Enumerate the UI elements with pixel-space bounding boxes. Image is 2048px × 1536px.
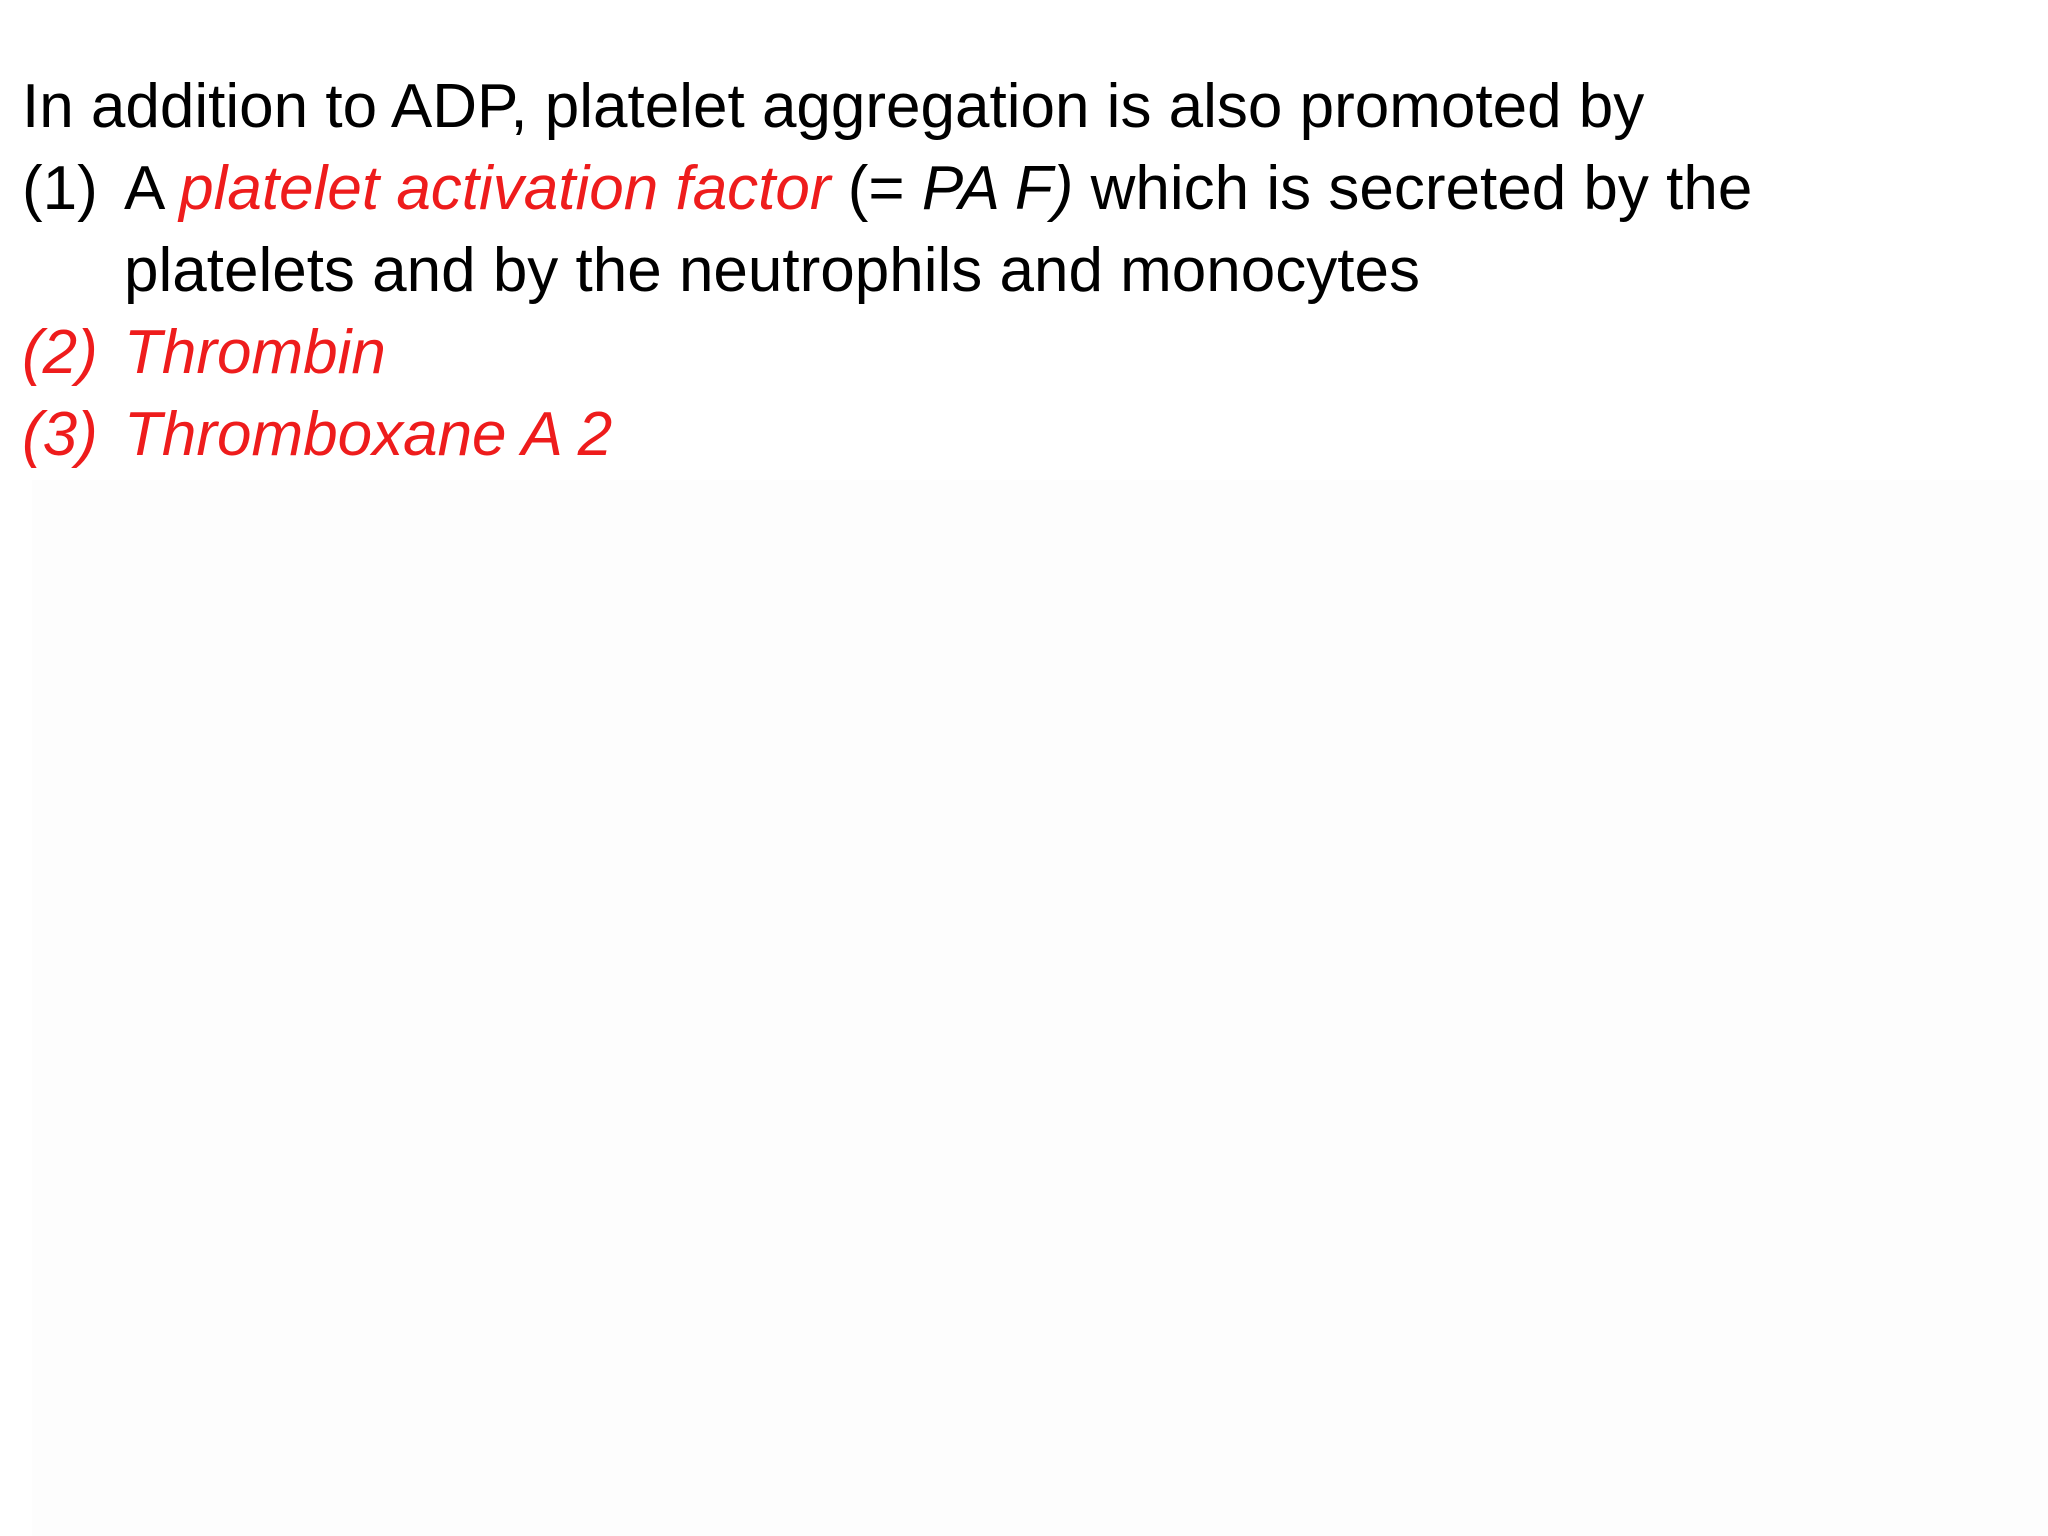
item-2-number: (2) bbox=[22, 318, 98, 387]
item-1-rest: which is secreted by the bbox=[1073, 154, 1753, 223]
item-1-prefix: A bbox=[124, 154, 180, 223]
list-item-1 bbox=[22, 148, 2022, 230]
intro-text: In addition to ADP, platelet aggregation is also promoted by bbox=[22, 72, 1645, 141]
list-item-1-continuation bbox=[22, 230, 2022, 312]
item-1-number: (1) bbox=[22, 154, 98, 223]
item-1-abbr: PA F) bbox=[921, 154, 1074, 223]
list-item-2 bbox=[22, 312, 2022, 394]
item-1-continuation-text: platelets and by the neutrophils and monocytes bbox=[124, 236, 1420, 305]
item-1-term: platelet activation factor bbox=[179, 154, 831, 223]
list-item-3 bbox=[22, 394, 2022, 476]
item-3-number: (3) bbox=[22, 400, 98, 469]
item-1-abbr-open: (= bbox=[830, 154, 922, 223]
slide-content bbox=[22, 66, 2022, 476]
intro-line bbox=[22, 66, 2022, 148]
item-3-text: Thromboxane A 2 bbox=[124, 400, 613, 469]
item-2-text: Thrombin bbox=[124, 318, 386, 387]
